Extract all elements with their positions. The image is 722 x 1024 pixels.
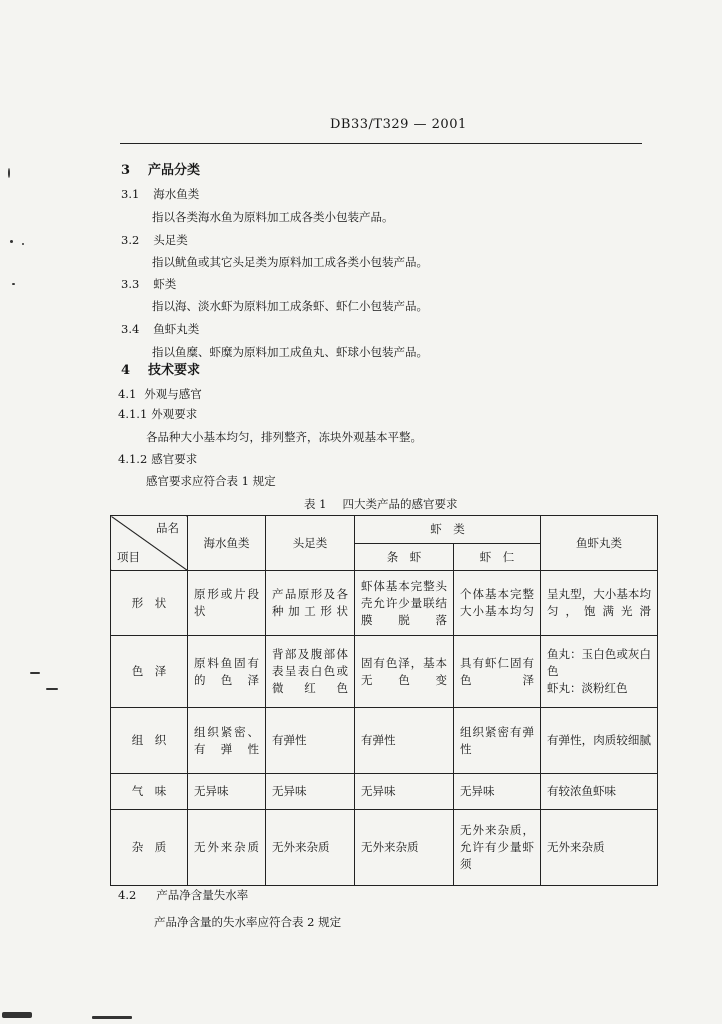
table-label: 表 1 xyxy=(304,497,327,511)
row-item: 形 状 xyxy=(111,571,188,636)
section-4-1-2-heading xyxy=(118,451,197,467)
cell xyxy=(541,636,658,708)
section-3-2-text: 指以鱿鱼或其它头足类为原料加工成各类小包装产品。 xyxy=(152,255,428,269)
cell: 组织紧密有弹性 xyxy=(454,708,541,774)
section-title: 海水鱼类 xyxy=(153,187,200,201)
cell-line: 鱼丸：玉白色或灰白色 xyxy=(547,647,651,678)
scan-speck xyxy=(8,168,10,178)
section-4-2-text: 产品净含量的失水率应符合表 2 规定 xyxy=(154,915,342,929)
section-4-1-1-text: 各品种大小基本均匀，排列整齐，冻块外观基本平整。 xyxy=(146,430,422,444)
cell: 无外来杂质，允许有少量虾须 xyxy=(454,810,541,886)
section-number: 3.3 xyxy=(121,277,140,291)
cell: 具有虾仁固有色泽 xyxy=(454,636,541,708)
cell: 呈丸型，大小基本均匀，饱满光滑 xyxy=(541,571,658,636)
header-rule xyxy=(120,143,642,144)
cell: 原形或片段状 xyxy=(188,571,266,636)
section-title: 头足类 xyxy=(153,233,188,247)
cell: 无异味 xyxy=(188,774,266,810)
section-4-heading xyxy=(121,363,200,379)
section-number: 4.1.1 xyxy=(118,407,148,421)
cell: 个体基本完整大小基本均匀 xyxy=(454,571,541,636)
cell: 无外来杂质 xyxy=(541,810,658,886)
header-col-4: 虾 仁 xyxy=(454,544,541,571)
corner-top-label: 品名 xyxy=(156,521,179,535)
table-row xyxy=(111,810,658,886)
scan-speck xyxy=(12,283,15,285)
section-3-4-heading xyxy=(121,321,199,337)
cell: 有较浓鱼虾味 xyxy=(541,774,658,810)
sensory-requirements-table xyxy=(110,515,658,886)
cell: 无异味 xyxy=(266,774,355,810)
cell: 无外来杂质 xyxy=(355,810,454,886)
section-title: 外观要求 xyxy=(151,407,198,421)
table-row xyxy=(111,708,658,774)
section-number: 3.2 xyxy=(121,233,140,247)
header-shrimp-group: 虾 类 xyxy=(355,516,541,544)
section-title: 外观与感官 xyxy=(144,387,202,401)
section-number: 4 xyxy=(121,363,131,378)
table-header-row xyxy=(111,516,658,544)
row-item: 杂 质 xyxy=(111,810,188,886)
section-3-2-heading xyxy=(121,232,188,248)
section-4-1-1-heading xyxy=(118,406,197,422)
table-title: 四大类产品的感官要求 xyxy=(342,497,458,511)
cell: 有弹性 xyxy=(266,708,355,774)
section-number: 4.1 xyxy=(118,387,137,401)
cell: 无异味 xyxy=(454,774,541,810)
table-1-caption xyxy=(304,496,457,512)
section-3-3-heading xyxy=(121,276,176,292)
section-title: 感官要求 xyxy=(151,452,198,466)
table-row xyxy=(111,571,658,636)
section-3-4-text: 指以鱼糜、虾糜为原料加工成鱼丸、虾球小包装产品。 xyxy=(152,345,428,359)
table-row xyxy=(111,636,658,708)
section-3-3-text: 指以海、淡水虾为原料加工成条虾、虾仁小包装产品。 xyxy=(152,299,428,313)
cell: 无外来杂质 xyxy=(266,810,355,886)
section-3-1-text: 指以各类海水鱼为原料加工成各类小包装产品。 xyxy=(152,210,394,224)
row-item: 色 泽 xyxy=(111,636,188,708)
scan-speck xyxy=(2,1012,32,1018)
section-number: 3.4 xyxy=(121,322,140,336)
scan-speck xyxy=(22,243,24,245)
section-4-1-2-text: 感官要求应符合表 1 规定 xyxy=(146,474,276,488)
cell: 产品原形及各种加工形状 xyxy=(266,571,355,636)
header-col-1: 海水鱼类 xyxy=(188,516,266,571)
cell: 无外来杂质 xyxy=(188,810,266,886)
section-title: 鱼虾丸类 xyxy=(153,322,200,336)
section-title: 产品分类 xyxy=(148,163,201,178)
row-item: 组 织 xyxy=(111,708,188,774)
cell: 背部及腹部体表呈表白色或微红色 xyxy=(266,636,355,708)
section-number: 4.1.2 xyxy=(118,452,148,466)
cell: 固有色泽，基本无色变 xyxy=(355,636,454,708)
section-3-1-heading xyxy=(121,186,199,202)
section-number: 3.1 xyxy=(121,187,140,201)
header-col-5: 鱼虾丸类 xyxy=(541,516,658,571)
section-4-1-heading xyxy=(118,386,202,402)
section-number: 3 xyxy=(121,163,131,178)
section-title: 产品净含量失水率 xyxy=(156,888,249,902)
cell: 组织紧密、有弹性 xyxy=(188,708,266,774)
cell: 原料鱼固有的色泽 xyxy=(188,636,266,708)
cell: 虾体基本完整头壳允许少量联结膜脱落 xyxy=(355,571,454,636)
section-3-heading xyxy=(121,163,200,179)
corner-bottom-label: 项目 xyxy=(117,550,140,564)
header-col-3: 条 虾 xyxy=(355,544,454,571)
cell: 有弹性，肉质较细腻 xyxy=(541,708,658,774)
scan-speck xyxy=(10,240,13,243)
cell: 有弹性 xyxy=(355,708,454,774)
scan-speck xyxy=(46,688,58,690)
document-id: DB33/T329 — 2001 xyxy=(330,117,467,132)
section-title: 虾类 xyxy=(153,277,177,291)
corner-cell xyxy=(111,516,188,571)
scan-speck xyxy=(92,1016,132,1019)
section-number: 4.2 xyxy=(118,888,137,902)
table-row xyxy=(111,774,658,810)
header-col-2: 头足类 xyxy=(266,516,355,571)
cell: 无异味 xyxy=(355,774,454,810)
section-title: 技术要求 xyxy=(148,363,201,378)
row-item: 气 味 xyxy=(111,774,188,810)
cell-line: 虾丸：淡粉红色 xyxy=(547,681,628,695)
section-4-2-heading xyxy=(118,887,248,903)
scan-speck xyxy=(30,672,40,674)
